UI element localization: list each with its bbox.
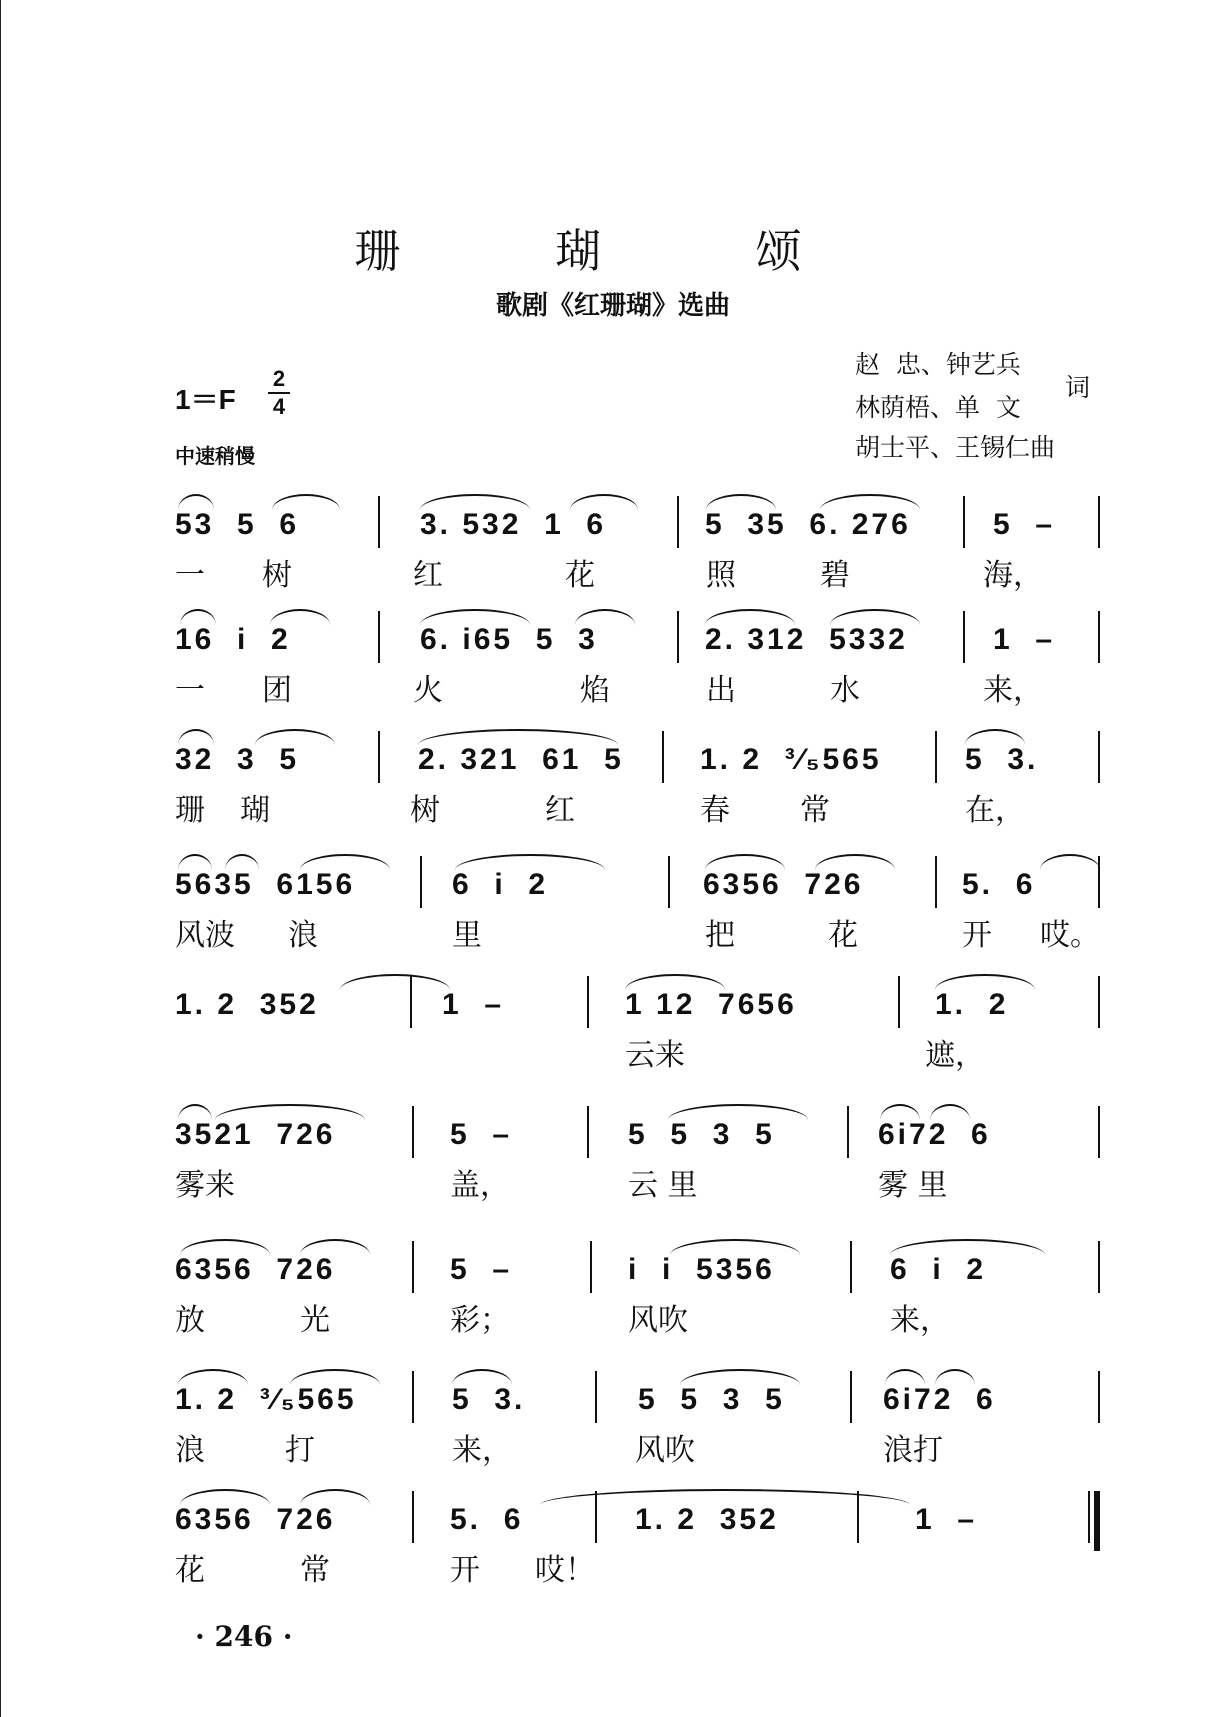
lyric: 浪 xyxy=(175,1433,205,1468)
composers: 胡士平、王锡仁曲 xyxy=(855,433,1056,462)
measure: 6. i65 5 3 xyxy=(420,623,598,656)
lyric: 焰 xyxy=(580,673,610,708)
measure: 6 i 2 xyxy=(452,868,549,901)
lyric: 春 xyxy=(700,793,730,828)
measure: 1. 2 352 xyxy=(175,988,319,1021)
lyric: 在， xyxy=(965,793,1025,828)
lyric: 打 xyxy=(285,1433,315,1468)
lyric: 浪 xyxy=(288,918,318,953)
final-barline xyxy=(1094,1491,1100,1551)
measure: 6i72 6 xyxy=(878,1118,991,1151)
measure: 1 – xyxy=(442,988,505,1021)
lyric: 一 xyxy=(175,673,205,708)
measure: 6356 726 xyxy=(175,1253,336,1286)
lyric: 来， xyxy=(452,1433,512,1468)
measure: 3. 532 1 6 xyxy=(420,508,607,541)
lyric: 风吹 xyxy=(628,1303,688,1338)
lyric: 一 xyxy=(175,558,205,593)
tempo-marking: 中速稍慢 xyxy=(175,444,255,468)
lyric: 来， xyxy=(890,1303,950,1338)
lyric: 光 xyxy=(300,1303,330,1338)
measure: 5 3. xyxy=(965,743,1039,776)
time-signature-bottom: 4 xyxy=(272,394,286,419)
lyric: 雾 里 xyxy=(878,1168,948,1203)
lyric: 树 xyxy=(262,558,292,593)
lyric: 出 xyxy=(706,673,736,708)
lyric: 海， xyxy=(983,558,1043,593)
measure: 5. 6 xyxy=(450,1503,524,1536)
lyric: 水 xyxy=(830,673,860,708)
lyric: 风吹 xyxy=(635,1433,695,1468)
measure: 6356 726 xyxy=(703,868,864,901)
key-signature: 1＝F xyxy=(175,384,236,415)
measure: 16 i 2 xyxy=(175,623,291,656)
measure: 6356 726 xyxy=(175,1503,336,1536)
measure: 5 – xyxy=(450,1118,513,1151)
lyricists-line-1: 赵 忠、钟艺兵 xyxy=(855,350,1021,379)
measure: 2. 321 61 5 xyxy=(418,743,624,776)
time-signature-top: 2 xyxy=(272,366,286,391)
lyric: 盖， xyxy=(450,1168,510,1203)
lyric: 云来 xyxy=(625,1038,685,1073)
lyric: 火 xyxy=(413,673,443,708)
page-number: · 246 · xyxy=(195,1620,293,1653)
measure: 1 – xyxy=(915,1503,978,1536)
lyric: 来， xyxy=(983,673,1043,708)
lyric: 花 xyxy=(828,918,858,953)
lyric: 浪打 xyxy=(883,1433,943,1468)
lyric: 风波 xyxy=(175,918,235,953)
measure: 1. 2 xyxy=(935,988,1009,1021)
measure: 5 – xyxy=(993,508,1056,541)
lyric: 哎。 xyxy=(1040,918,1100,953)
lyric: 花 xyxy=(175,1553,205,1588)
measure: 1 – xyxy=(993,623,1056,656)
lyric: 树 xyxy=(410,793,440,828)
measure: i i 5356 xyxy=(628,1253,775,1286)
lyric: 彩； xyxy=(450,1303,510,1338)
measure: 6i72 6 xyxy=(883,1383,996,1416)
measure: 53 5 6 xyxy=(175,508,300,541)
lyric: 红 xyxy=(413,558,443,593)
song-title: 珊 瑚 颂 xyxy=(354,224,872,278)
measure: 5 3. xyxy=(452,1383,526,1416)
lyricists-line-2: 林荫梧、单 文 xyxy=(855,393,1021,422)
time-signature xyxy=(268,368,290,418)
measure: 1 12 7656 xyxy=(625,988,797,1021)
measure: 1. 2 ³⁄₅565 xyxy=(175,1383,357,1416)
lyric: 开 xyxy=(450,1553,480,1588)
measure: 32 3 5 xyxy=(175,743,300,776)
measure: 5 35 6. 276 xyxy=(705,508,911,541)
measure: 1. 2 ³⁄₅565 xyxy=(700,743,882,776)
measure: 5 5 3 5 xyxy=(628,1118,775,1151)
measure: 5 5 3 5 xyxy=(638,1383,785,1416)
measure: 3521 726 xyxy=(175,1118,336,1151)
song-subtitle: 歌剧《红珊瑚》选曲 xyxy=(495,291,730,321)
lyric: 瑚 xyxy=(240,793,270,828)
lyric: 开 xyxy=(962,918,992,953)
measure: 2. 312 5332 xyxy=(705,623,908,656)
lyric: 常 xyxy=(800,793,830,828)
measure: 5635 6156 xyxy=(175,868,356,901)
lyric: 放 xyxy=(175,1303,205,1338)
lyricist-role: 词 xyxy=(1065,373,1091,402)
lyric: 里 xyxy=(452,918,482,953)
measure: 5. 6 xyxy=(962,868,1036,901)
lyric: 云 里 xyxy=(628,1168,698,1203)
lyric: 遮， xyxy=(925,1038,985,1073)
lyric: 把 xyxy=(705,918,735,953)
measure: 6 i 2 xyxy=(890,1253,987,1286)
lyric: 常 xyxy=(300,1553,330,1588)
lyric: 雾来 xyxy=(175,1168,235,1203)
measure: 1. 2 352 xyxy=(635,1503,779,1536)
lyric: 团 xyxy=(262,673,292,708)
lyric: 哎！ xyxy=(535,1553,595,1588)
lyric: 花 xyxy=(565,558,595,593)
lyric: 照 xyxy=(706,558,736,593)
measure: 5 – xyxy=(450,1253,513,1286)
lyric: 碧 xyxy=(820,558,850,593)
lyric: 红 xyxy=(545,793,575,828)
lyric: 珊 xyxy=(175,793,205,828)
